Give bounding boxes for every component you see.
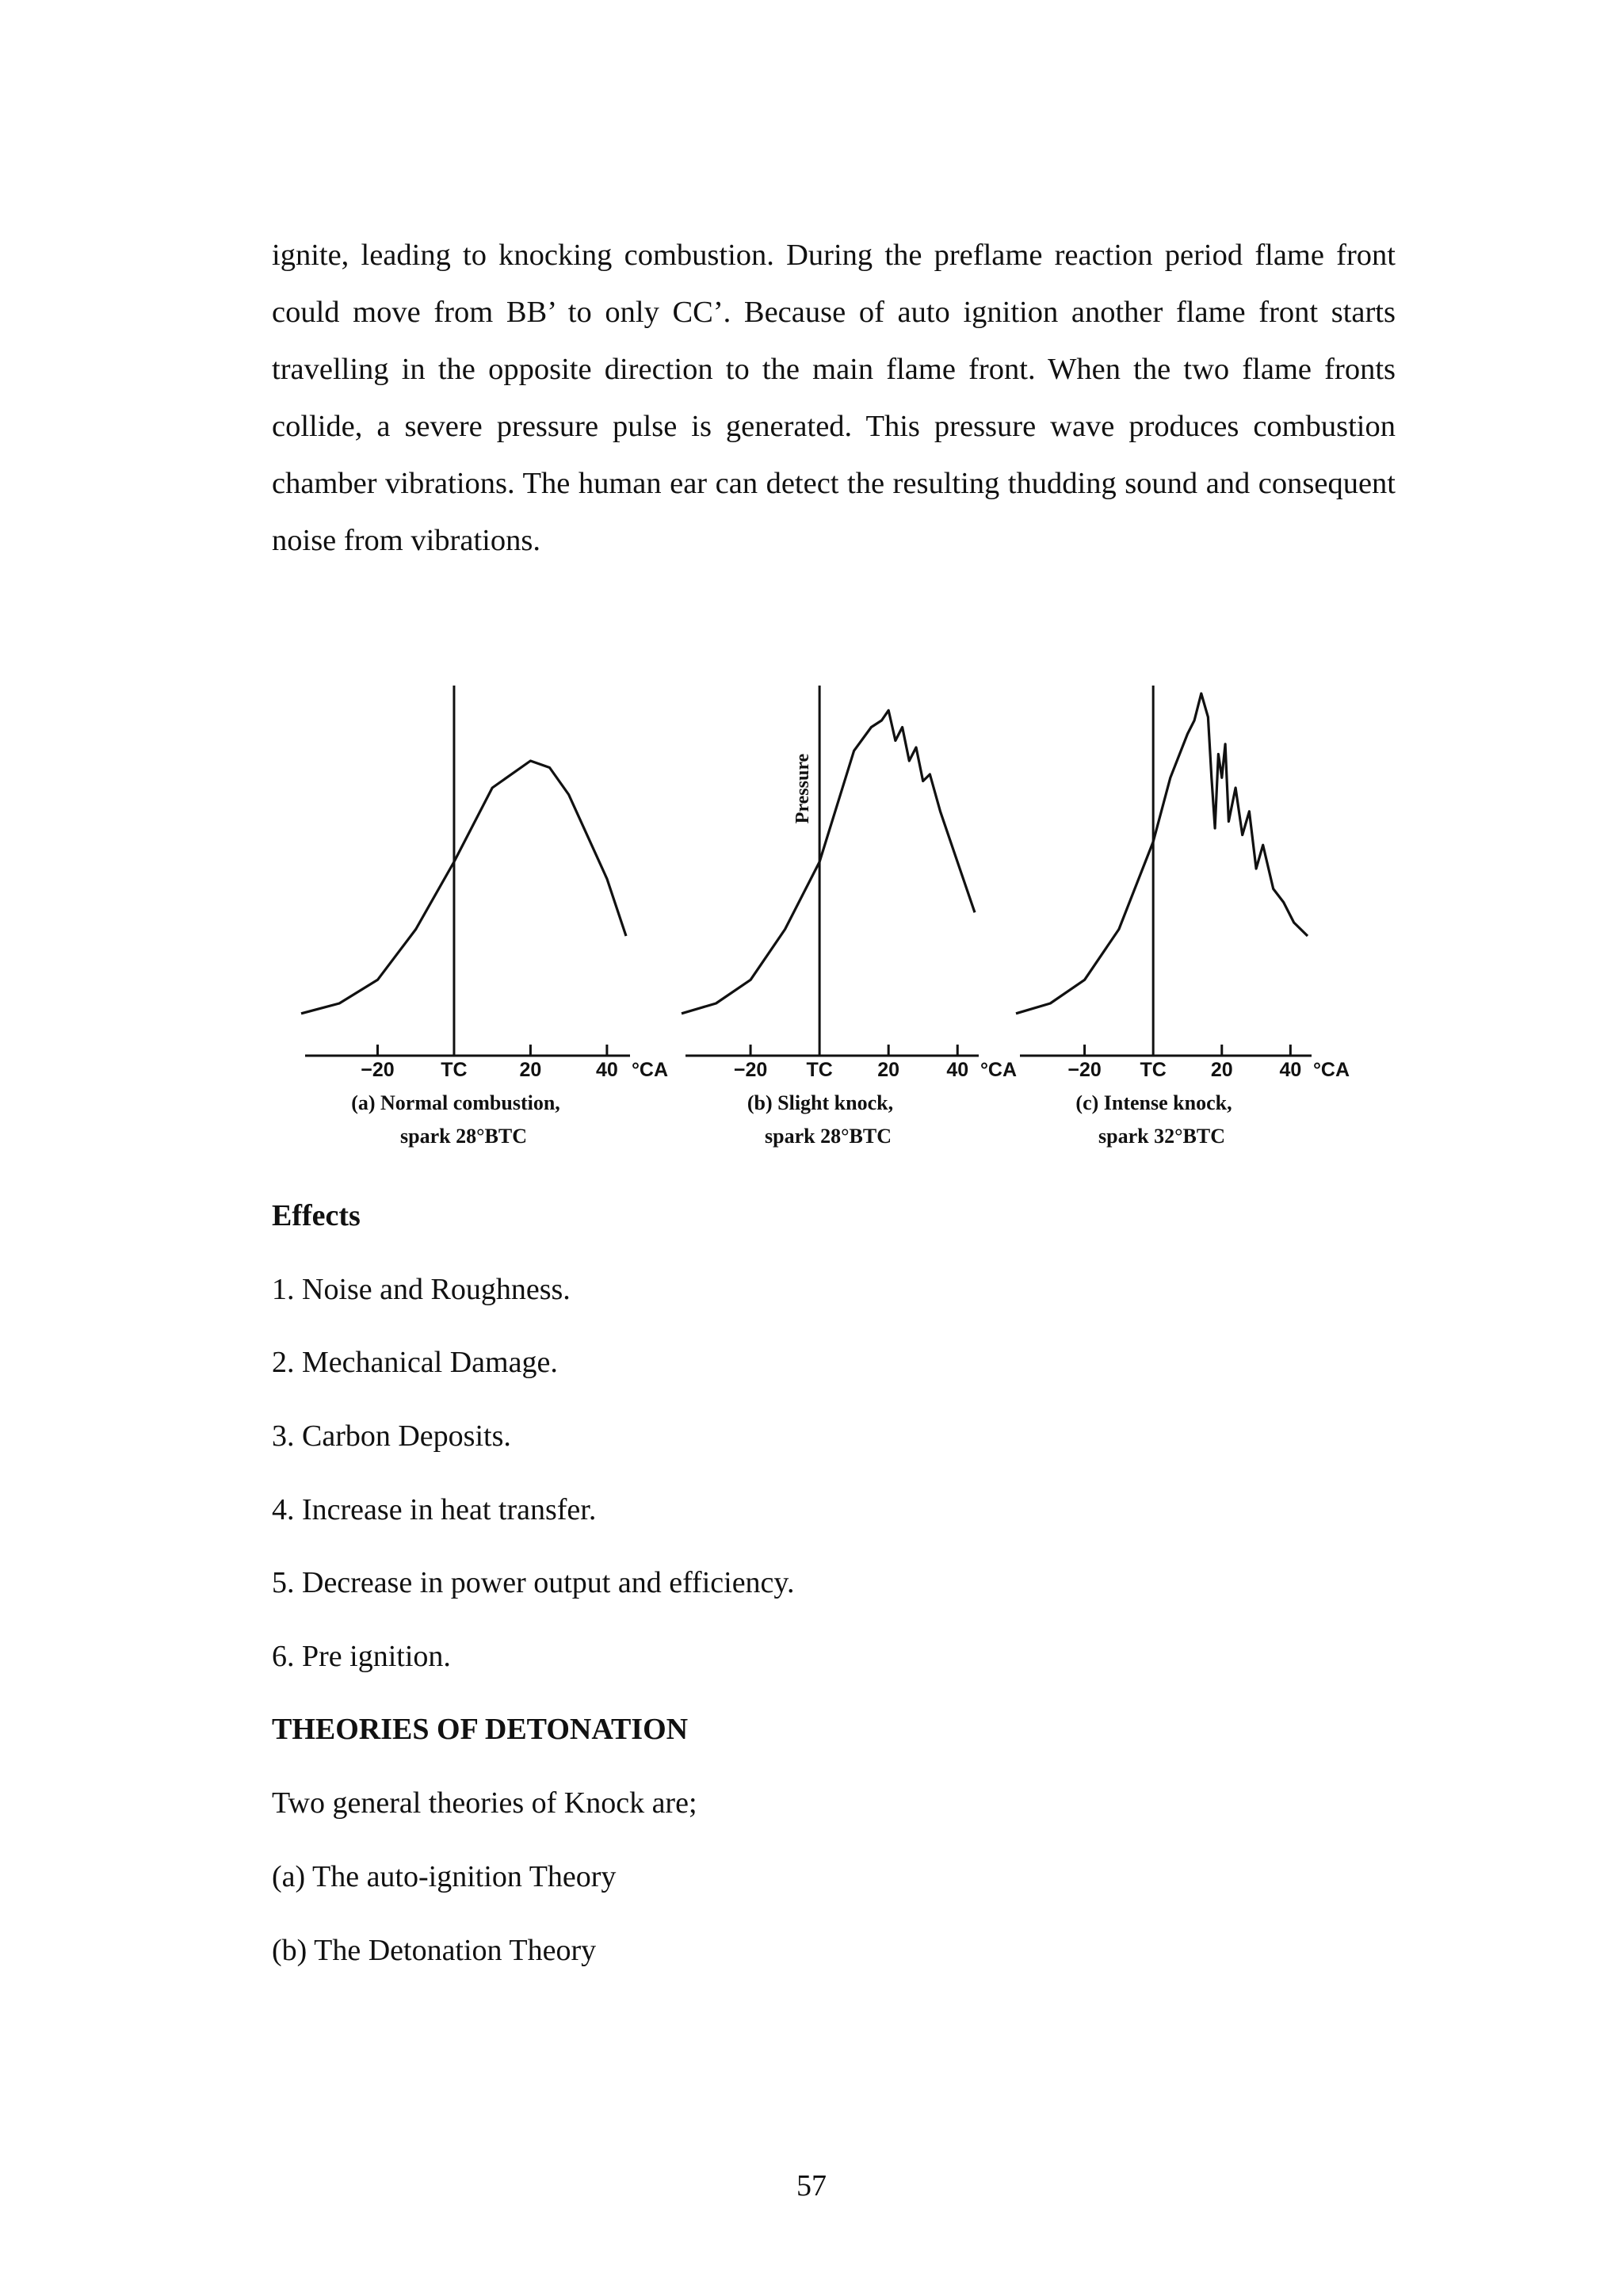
panel-1-pressure-curve bbox=[301, 761, 626, 1014]
panel-2-tick-label: 40 bbox=[946, 1059, 969, 1081]
panel-2-tick-label: °CA bbox=[980, 1059, 1018, 1081]
theories-heading: THEORIES OF DETONATION bbox=[272, 1713, 689, 1746]
panel-1-tick-label: °CA bbox=[631, 1059, 669, 1081]
effects-heading: Effects bbox=[272, 1199, 361, 1232]
effects-item-4: 4. Increase in heat transfer. bbox=[272, 1493, 597, 1526]
panel-2-y-label: Pressure bbox=[792, 753, 814, 824]
panel-2-caption-title: (b) Slight knock, bbox=[747, 1091, 894, 1114]
panel-3-tick-label: °CA bbox=[1312, 1059, 1350, 1081]
panel-3-tick-label: 20 bbox=[1210, 1059, 1233, 1081]
panel-2-tick-label: 20 bbox=[877, 1059, 900, 1081]
panel-1-tick-label: TC bbox=[441, 1059, 468, 1081]
panel-3-caption-subtitle: spark 32°BTC bbox=[1098, 1125, 1225, 1148]
panel-1-caption-subtitle: spark 28°BTC bbox=[400, 1125, 527, 1148]
effects-item-1: 1. Noise and Roughness. bbox=[272, 1273, 571, 1306]
panel-2-caption-subtitle: spark 28°BTC bbox=[765, 1125, 892, 1148]
page-number: 57 bbox=[796, 2169, 827, 2202]
intro-paragraph: ignite, leading to knocking combustion. During the preflame reaction period flame front could move from BB’ to only CC’. Because of auto ignition another flame front starts travelling in the opposite direction to the main flame front. When the two flame fronts collide, a severe pressure pulse is generated. This pressure wave produces combustion chamber vibrations. The human ear can detect the resulting thudding sound and consequent noise from vibrations. bbox=[272, 239, 1396, 557]
panel-2-tick-label: −20 bbox=[733, 1059, 768, 1081]
panel-3-caption-title: (c) Intense knock, bbox=[1075, 1091, 1232, 1114]
panel-2-tick-label: TC bbox=[806, 1059, 833, 1081]
theory-item-b: (b) The Detonation Theory bbox=[272, 1934, 597, 1967]
panel-3-tick-label: TC bbox=[1140, 1059, 1167, 1081]
effects-item-6: 6. Pre ignition. bbox=[272, 1640, 451, 1673]
theories-intro: Two general theories of Knock are; bbox=[272, 1786, 697, 1820]
effects-item-2: 2. Mechanical Damage. bbox=[272, 1346, 558, 1379]
panel-1-caption-title: (a) Normal combustion, bbox=[351, 1091, 560, 1114]
panel-1-tick-label: 20 bbox=[519, 1059, 542, 1081]
panel-1-tick-label: −20 bbox=[361, 1059, 395, 1081]
pressure-crank-angle-figure bbox=[293, 682, 1350, 1173]
theory-item-a: (a) The auto-ignition Theory bbox=[272, 1860, 617, 1893]
panel-3-pressure-curve bbox=[1016, 693, 1308, 1014]
panel-2-pressure-curve bbox=[682, 710, 975, 1014]
panel-3-tick-label: −20 bbox=[1067, 1059, 1102, 1081]
effects-item-5: 5. Decrease in power output and efficiency. bbox=[272, 1566, 795, 1599]
effects-item-3: 3. Carbon Deposits. bbox=[272, 1419, 511, 1453]
panel-1-tick-label: 40 bbox=[595, 1059, 618, 1081]
panel-3-tick-label: 40 bbox=[1279, 1059, 1302, 1081]
